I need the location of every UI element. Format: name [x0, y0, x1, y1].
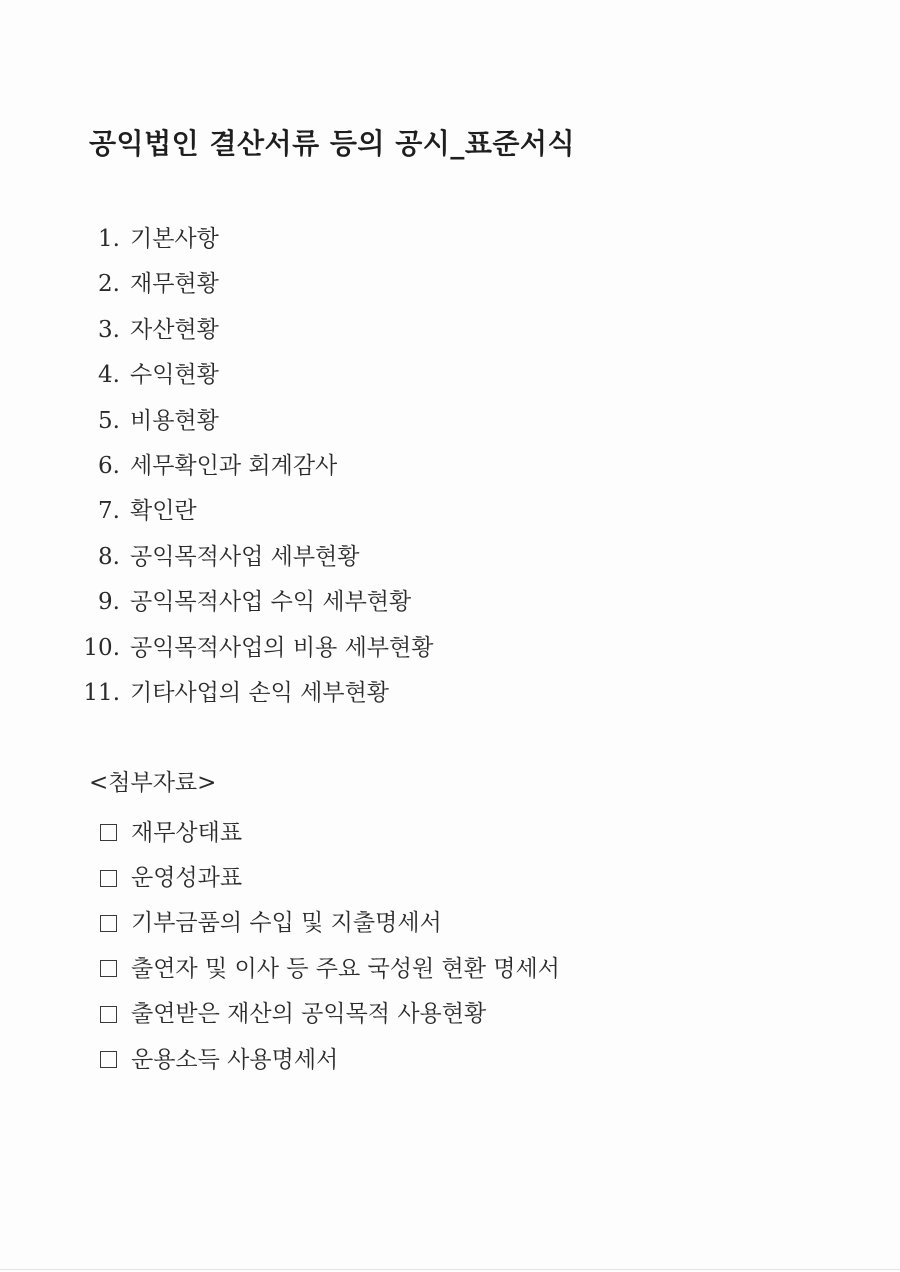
section-number: 3. — [98, 316, 120, 343]
section-label: 자산현황 — [130, 316, 219, 343]
checkbox-icon — [100, 824, 117, 841]
attachment-item — [100, 810, 560, 855]
attachment-label: 운영성과표 — [131, 865, 243, 892]
checkbox-icon — [100, 915, 117, 932]
section-item — [0, 583, 433, 628]
attachment-label: 기부금품의 수입 및 지출명세서 — [131, 910, 442, 937]
section-label: 수익현황 — [130, 362, 219, 389]
section-number: 10. — [83, 634, 120, 661]
section-item — [0, 311, 433, 356]
attachment-item — [100, 946, 560, 991]
section-item — [0, 265, 433, 310]
attachment-label: 재무상태표 — [131, 819, 243, 846]
attachment-item — [100, 855, 560, 900]
document-title: 공익법인 결산서류 등의 공시_표준서식 — [89, 127, 576, 160]
section-number: 4. — [98, 362, 120, 389]
section-label: 기본사항 — [130, 226, 219, 252]
checkbox-icon — [100, 1051, 117, 1068]
section-number: 8. — [98, 543, 120, 570]
section-number: 1. — [98, 226, 120, 252]
section-item — [0, 220, 433, 265]
section-label: 공익목적사업 세부현황 — [130, 543, 360, 570]
section-label: 세무확인과 회계감사 — [130, 452, 338, 479]
checkbox-icon — [100, 870, 117, 887]
attachment-item — [100, 901, 560, 946]
section-label: 재무현황 — [130, 271, 219, 298]
section-label: 비용현황 — [130, 407, 219, 434]
section-item — [0, 674, 433, 719]
section-number: 7. — [98, 498, 120, 525]
checkbox-icon — [100, 960, 117, 977]
section-item — [0, 356, 433, 401]
section-number: 9. — [98, 589, 120, 616]
section-number: 5. — [98, 407, 120, 434]
section-number: 2. — [98, 271, 120, 298]
section-label: 기타사업의 손익 세부현황 — [130, 679, 390, 706]
checkbox-icon — [100, 1006, 117, 1023]
section-list — [0, 220, 433, 719]
attachments-heading: <첨부자료> — [89, 770, 217, 796]
section-item — [0, 447, 433, 492]
section-label: 공익목적사업 수익 세부현황 — [130, 589, 412, 616]
section-item — [0, 492, 433, 537]
attachments-list — [100, 810, 560, 1082]
attachment-label: 운용소득 사용명세서 — [131, 1046, 339, 1073]
section-number: 11. — [83, 679, 120, 706]
attachment-item — [100, 992, 560, 1037]
attachment-label: 출연자 및 이사 등 주요 국성원 현환 명세서 — [131, 955, 560, 982]
attachment-label: 출연받은 재산의 공익목적 사용현황 — [131, 1001, 487, 1028]
section-item — [0, 538, 433, 583]
section-item — [0, 402, 433, 447]
section-label: 확인란 — [130, 498, 197, 525]
scan-edge-line — [0, 1269, 900, 1270]
attachment-item — [100, 1037, 560, 1082]
section-label: 공익목적사업의 비용 세부현황 — [130, 634, 434, 661]
section-number: 6. — [98, 452, 120, 479]
section-item — [0, 629, 433, 674]
